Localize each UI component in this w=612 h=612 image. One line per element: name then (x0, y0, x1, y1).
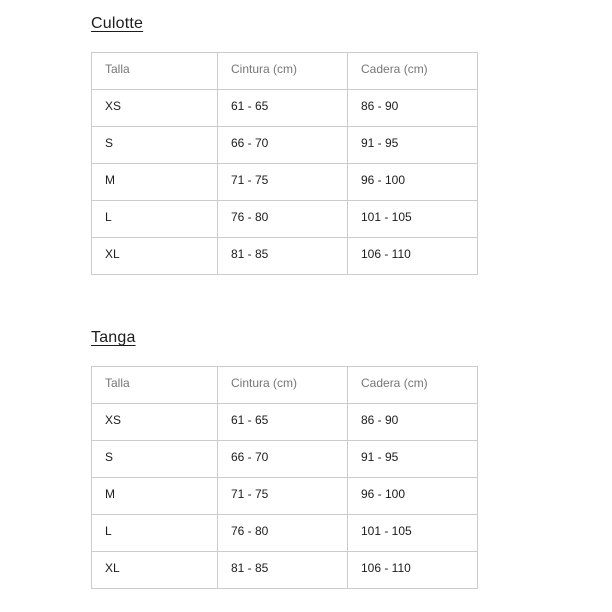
cadera-cell: 101 - 105 (348, 201, 478, 238)
table-row-xs (92, 90, 478, 127)
size-cell: XL (92, 238, 218, 275)
cadera-cell: 106 - 110 (348, 238, 478, 275)
cintura-cell: 71 - 75 (218, 164, 348, 201)
size-table-culotte (91, 52, 478, 275)
section-title-tanga: Tanga (91, 329, 136, 346)
cintura-cell: 76 - 80 (218, 515, 348, 552)
table-row-xl (92, 238, 478, 275)
cintura-cell: 71 - 75 (218, 478, 348, 515)
cadera-cell: 91 - 95 (348, 441, 478, 478)
column-header-talla: Talla (92, 53, 218, 90)
cadera-cell: 86 - 90 (348, 90, 478, 127)
size-cell: XS (92, 90, 218, 127)
table-row-l (92, 515, 478, 552)
section-title-culotte: Culotte (91, 15, 144, 32)
table-row-s (92, 441, 478, 478)
table-row-xl (92, 552, 478, 589)
column-header-cintura: Cintura (cm) (218, 53, 348, 90)
size-cell: L (92, 515, 218, 552)
table-row-l (92, 201, 478, 238)
section-tanga (91, 328, 477, 589)
cadera-cell: 96 - 100 (348, 164, 478, 201)
cintura-cell: 81 - 85 (218, 238, 348, 275)
cintura-cell: 76 - 80 (218, 201, 348, 238)
cadera-cell: 101 - 105 (348, 515, 478, 552)
size-cell: M (92, 478, 218, 515)
cintura-cell: 61 - 65 (218, 404, 348, 441)
section-culotte (91, 14, 477, 275)
table-row-m (92, 164, 478, 201)
table-row-s (92, 127, 478, 164)
cintura-cell: 81 - 85 (218, 552, 348, 589)
table-row-m (92, 478, 478, 515)
cadera-cell: 96 - 100 (348, 478, 478, 515)
cintura-cell: 61 - 65 (218, 90, 348, 127)
column-header-talla: Talla (92, 367, 218, 404)
size-cell: S (92, 441, 218, 478)
table-row-xs (92, 404, 478, 441)
size-cell: M (92, 164, 218, 201)
cadera-cell: 91 - 95 (348, 127, 478, 164)
size-cell: S (92, 127, 218, 164)
cadera-cell: 86 - 90 (348, 404, 478, 441)
cintura-cell: 66 - 70 (218, 441, 348, 478)
header-row (92, 53, 478, 90)
size-cell: L (92, 201, 218, 238)
size-table-tanga (91, 366, 478, 589)
column-header-cintura: Cintura (cm) (218, 367, 348, 404)
size-cell: XL (92, 552, 218, 589)
cadera-cell: 106 - 110 (348, 552, 478, 589)
header-row (92, 367, 478, 404)
cintura-cell: 66 - 70 (218, 127, 348, 164)
column-header-cadera: Cadera (cm) (348, 367, 478, 404)
column-header-cadera: Cadera (cm) (348, 53, 478, 90)
size-cell: XS (92, 404, 218, 441)
